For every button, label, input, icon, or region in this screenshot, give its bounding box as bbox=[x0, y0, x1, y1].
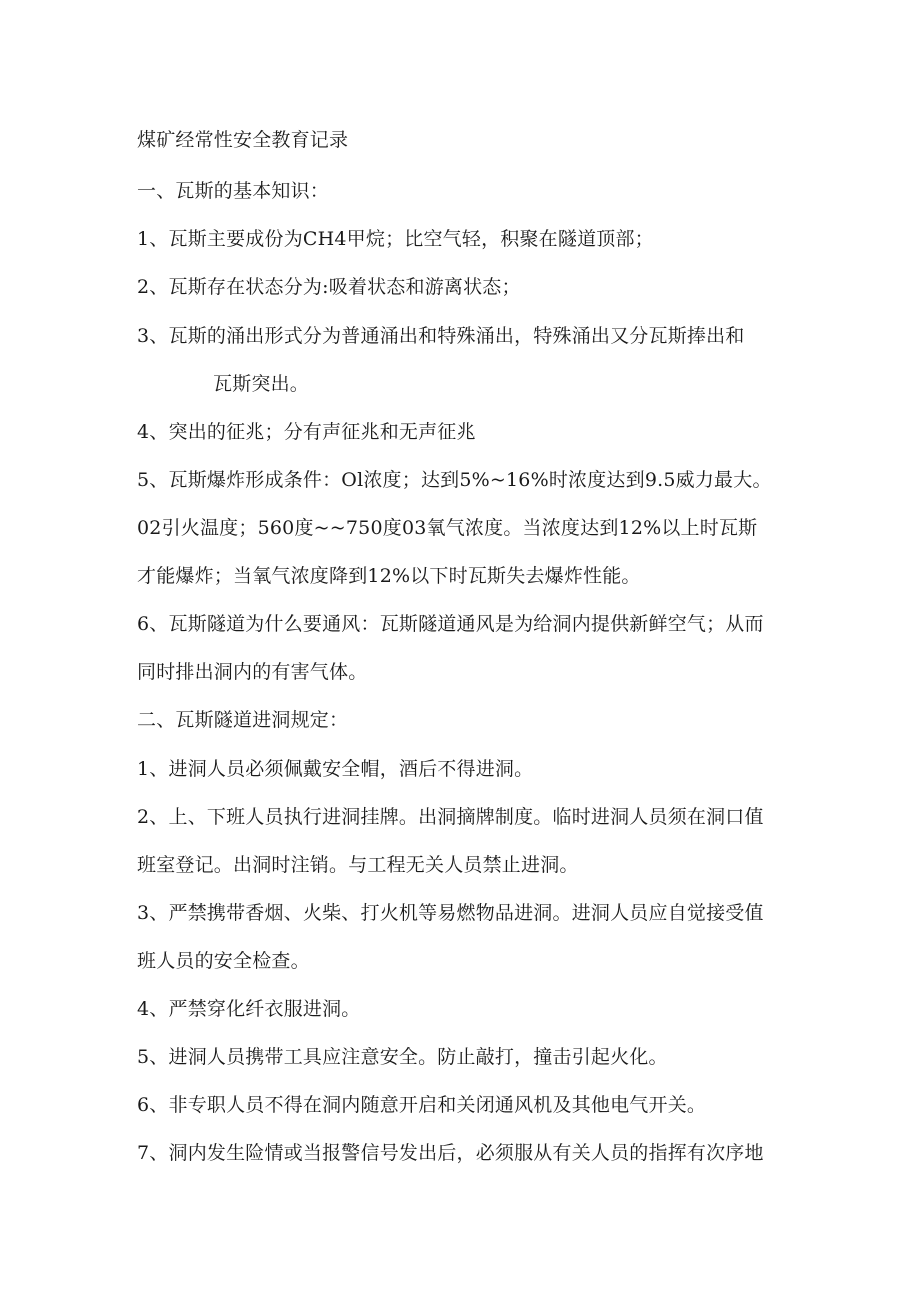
paragraph-line: 3、瓦斯的涌出形式分为普通涌出和特殊涌出，特殊涌出又分瓦斯捧出和 bbox=[137, 325, 745, 347]
section-heading-gas-basics: 一、瓦斯的基本知识： bbox=[137, 180, 330, 202]
paragraph-line: 4、严禁穿化纤衣服进洞。 bbox=[137, 998, 361, 1020]
paragraph-line: 1、瓦斯主要成份为CH4甲烷；比空气轻，积聚在隧道顶部； bbox=[137, 228, 654, 250]
paragraph-line: 2、瓦斯存在状态分为:吸着状态和游离状态； bbox=[137, 276, 521, 298]
paragraph-line: 才能爆炸；当氧气浓度降到12%以下时瓦斯失去爆炸性能。 bbox=[137, 565, 641, 587]
paragraph-line-indented: 瓦斯突出。 bbox=[213, 373, 310, 395]
paragraph-line: 班人员的安全检查。 bbox=[137, 950, 310, 972]
paragraph-line: 7、洞内发生险情或当报警信号发出后，必须服从有关人员的指挥有次序地 bbox=[137, 1142, 764, 1164]
paragraph-line: 5、瓦斯爆炸形成条件：Ol浓度；达到5%~16%时浓度达到9.5威力最大。 bbox=[137, 469, 772, 491]
paragraph-line: 2、上、下班人员执行进洞挂牌。出洞摘牌制度。临时进洞人员须在洞口值 bbox=[137, 806, 764, 828]
paragraph-line: 6、瓦斯隧道为什么要通风：瓦斯隧道通风是为给洞内提供新鲜空气；从而 bbox=[137, 613, 764, 635]
section-heading-tunnel-entry-rules: 二、瓦斯隧道进洞规定： bbox=[137, 709, 349, 731]
paragraph-line: 5、进洞人员携带工具应注意安全。防止敲打，撞击引起火化。 bbox=[137, 1046, 668, 1068]
paragraph-line: 4、突出的征兆；分有声征兆和无声征兆 bbox=[137, 421, 476, 443]
document-title: 煤矿经常性安全教育记录 bbox=[137, 129, 349, 151]
paragraph-line: 班室登记。出洞时注销。与工程无关人员禁止进洞。 bbox=[137, 854, 579, 876]
paragraph-line: 02引火温度；560度~~750度03氧气浓度。当浓度达到12%以上时瓦斯 bbox=[137, 517, 758, 539]
paragraph-line: 3、严禁携带香烟、火柴、打火机等易燃物品进洞。进洞人员应自觉接受值 bbox=[137, 902, 764, 924]
paragraph-line: 6、非专职人员不得在洞内随意开启和关闭通风机及其他电气开关。 bbox=[137, 1094, 707, 1116]
paragraph-line: 1、进洞人员必须佩戴安全帽，酒后不得进洞。 bbox=[137, 758, 534, 780]
paragraph-line: 同时排出洞内的有害气体。 bbox=[137, 661, 368, 683]
